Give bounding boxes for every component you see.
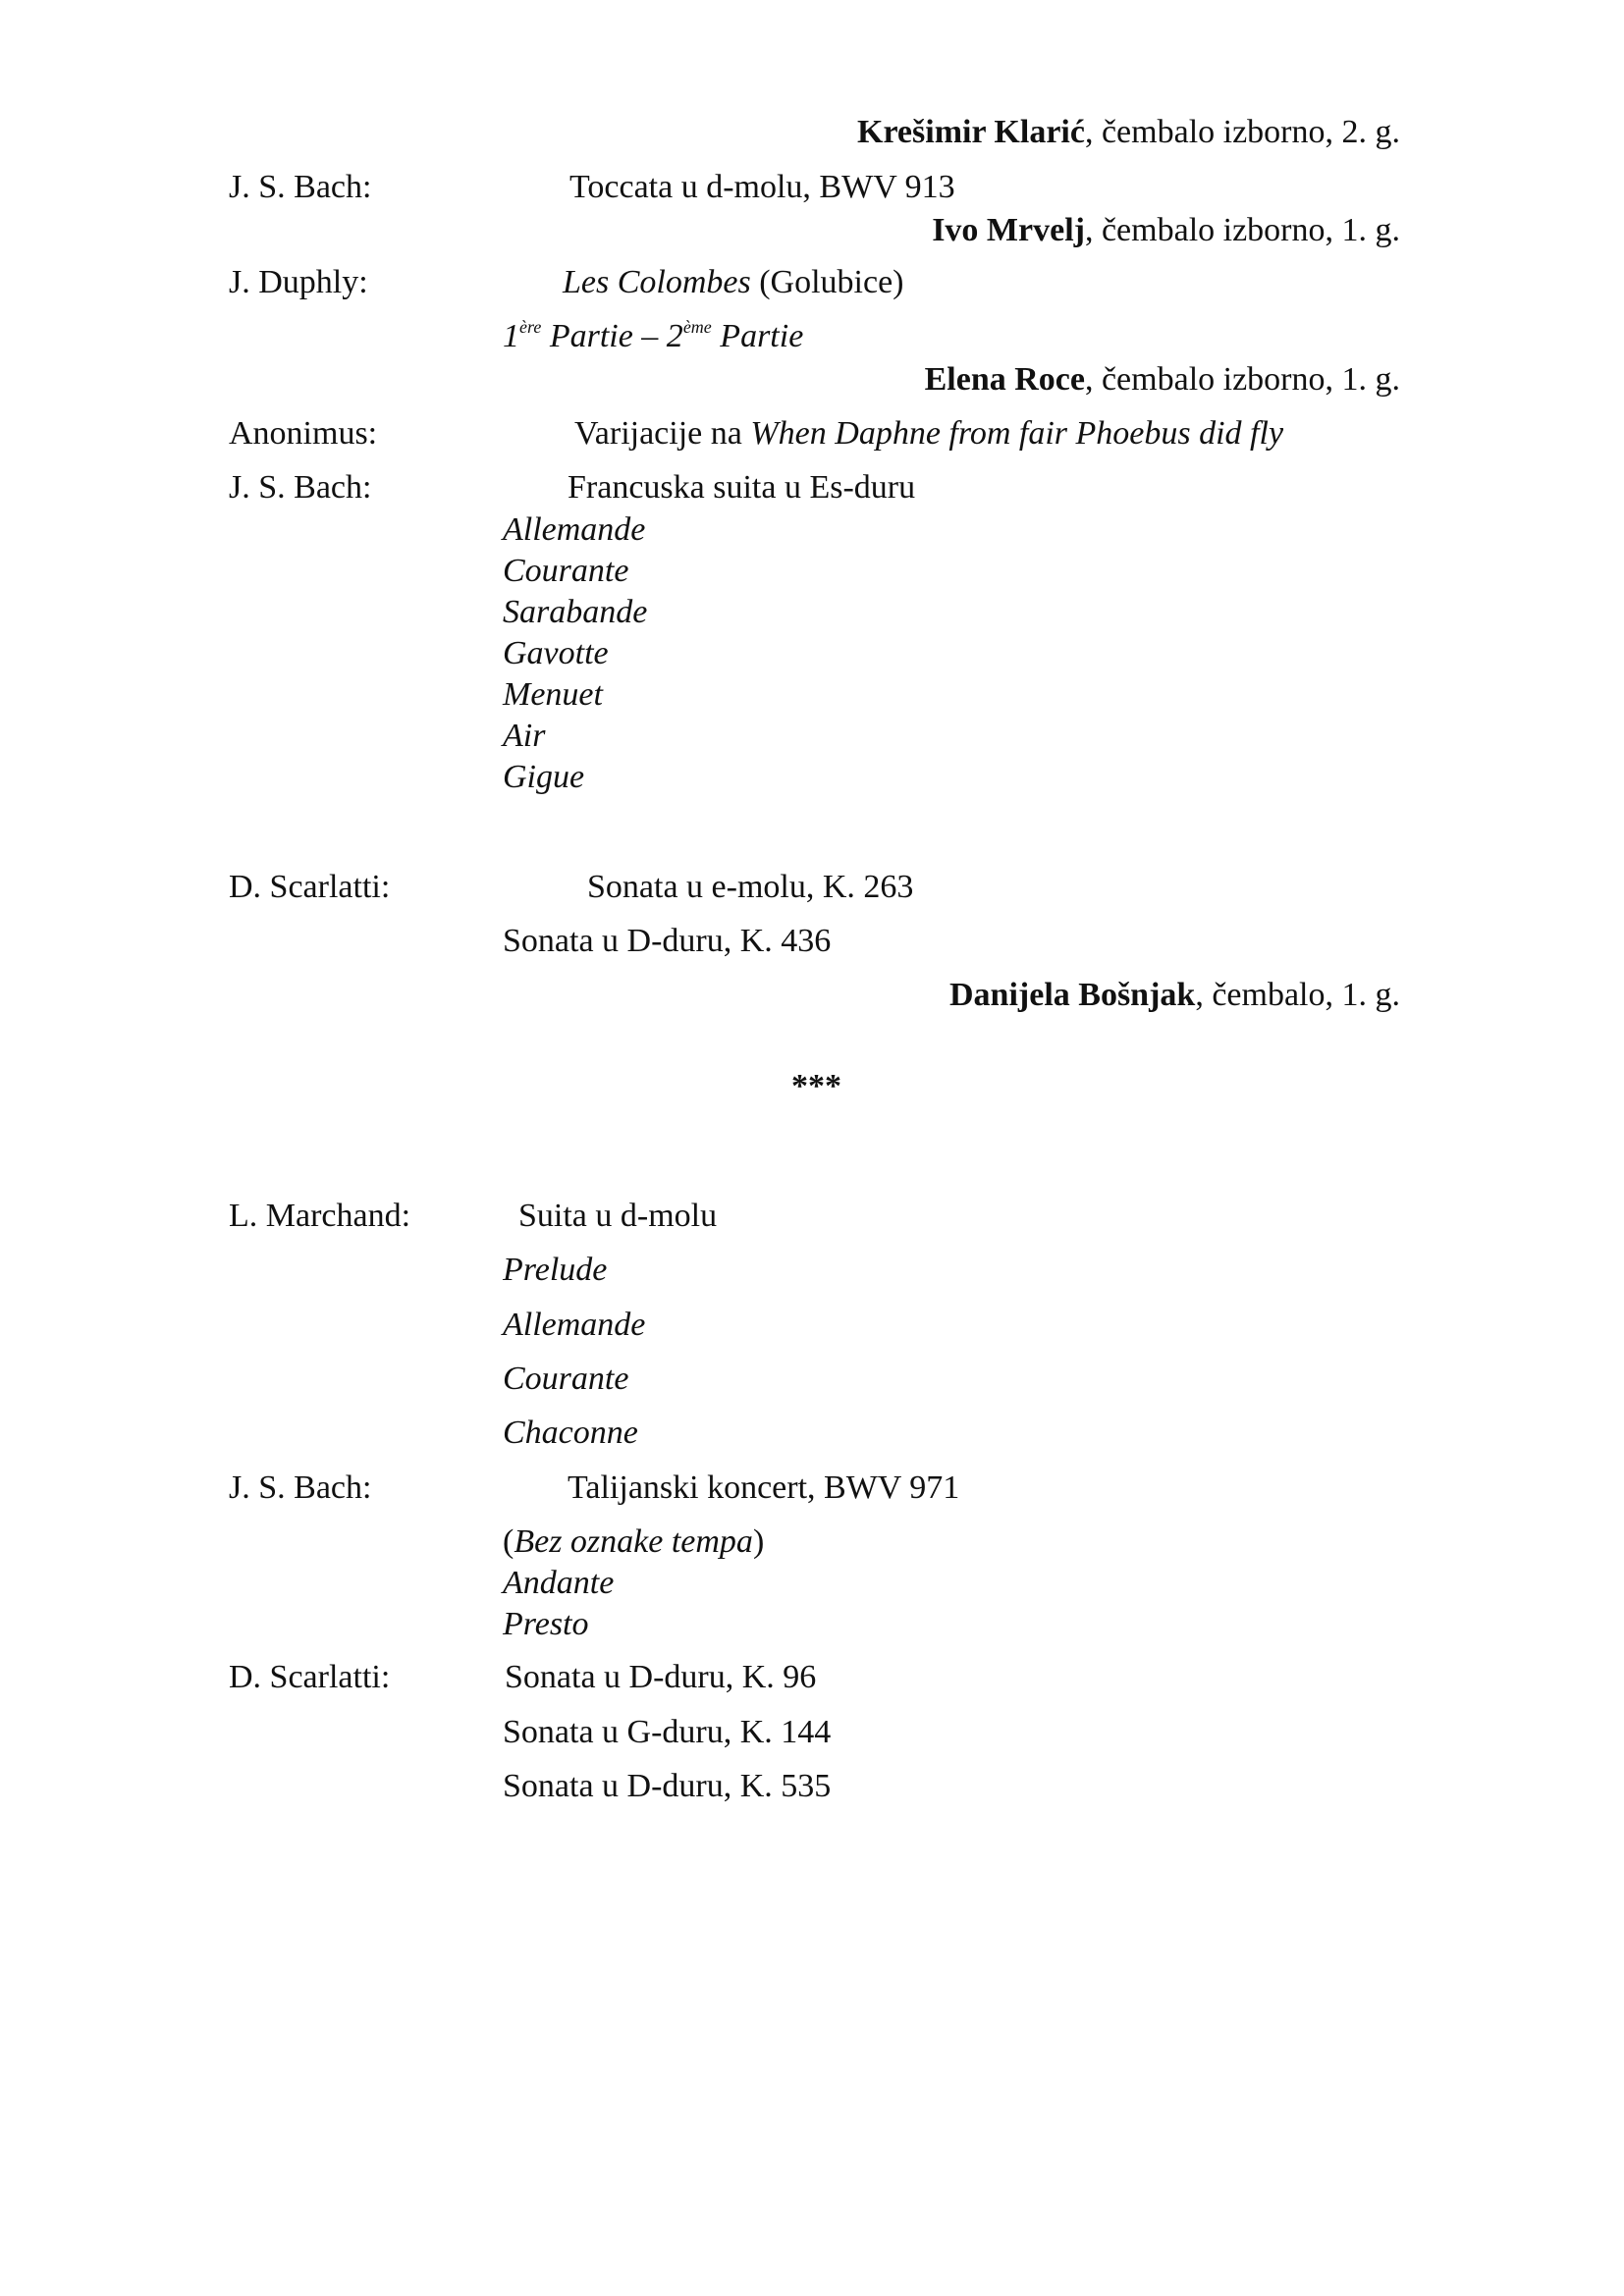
work-title: Francuska suita u Es-duru <box>568 469 916 506</box>
performer-info: , čembalo izborno, 2. g. <box>1084 114 1400 150</box>
performer-line <box>949 979 1400 1012</box>
partie-number: 1 <box>503 318 519 354</box>
movement-line <box>503 317 804 354</box>
movement: Allemande <box>503 1307 646 1343</box>
work-title-italic: When Daphne from fair Phoebus did fly <box>750 415 1284 452</box>
movement: Air <box>503 718 546 754</box>
work-title-italic: Les Colombes <box>563 264 751 300</box>
work-title: Sonata u G-duru, K. 144 <box>503 1714 832 1750</box>
movement: Gigue <box>503 759 585 795</box>
movement: Andante <box>503 1565 615 1601</box>
composer-name: J. S. Bach: <box>229 169 372 205</box>
work-title: Talijanski koncert, BWV 971 <box>568 1469 960 1506</box>
movement: Allemande <box>503 511 646 548</box>
performer-line <box>925 363 1400 397</box>
work-title <box>563 266 904 299</box>
performer-name: Ivo Mrvelj <box>932 212 1085 248</box>
performer-name: Danijela Bošnjak <box>949 977 1196 1013</box>
composer-name: L. Marchand: <box>229 1198 411 1234</box>
performer-line <box>857 116 1400 149</box>
partie-text: Partie <box>711 318 804 354</box>
work-title-translation: (Golubice) <box>750 264 904 300</box>
work-title-prefix: Varijacije na <box>574 415 751 452</box>
performer-info: , čembalo izborno, 1. g. <box>1084 361 1400 398</box>
movement: Presto <box>503 1606 589 1642</box>
performer-name: Elena Roce <box>924 361 1085 398</box>
movement <box>503 1525 764 1559</box>
work-title: Sonata u e-molu, K. 263 <box>587 869 914 905</box>
movement: Courante <box>503 553 629 589</box>
partie-superscript: ère <box>519 317 542 337</box>
work-title: Toccata u d-molu, BWV 913 <box>569 169 955 205</box>
partie-superscript: ème <box>682 317 712 337</box>
performer-line <box>932 214 1400 247</box>
movement: Menuet <box>503 676 603 713</box>
composer-name: D. Scarlatti: <box>229 869 391 905</box>
composer-name: J. Duphly: <box>229 264 368 300</box>
work-title: Suita u d-molu <box>518 1198 718 1234</box>
partie-text: Partie – 2 <box>541 318 683 354</box>
movement-italic: Bez oznake tempa <box>514 1523 753 1560</box>
movement: Sarabande <box>503 594 648 630</box>
section-separator: *** <box>791 1068 841 1104</box>
movement: Prelude <box>503 1252 608 1288</box>
composer-name: D. Scarlatti: <box>229 1659 391 1695</box>
work-title: Sonata u D-duru, K. 436 <box>503 923 832 959</box>
performer-info: , čembalo, 1. g. <box>1195 977 1400 1013</box>
paren: ( <box>503 1523 514 1560</box>
performer-info: , čembalo izborno, 1. g. <box>1084 212 1400 248</box>
work-title: Sonata u D-duru, K. 535 <box>503 1768 832 1804</box>
movement: Courante <box>503 1361 629 1397</box>
movement: Chaconne <box>503 1415 638 1451</box>
work-title: Sonata u D-duru, K. 96 <box>505 1659 817 1695</box>
composer-name: J. S. Bach: <box>229 469 372 506</box>
movement: Gavotte <box>503 635 609 671</box>
composer-name: J. S. Bach: <box>229 1469 372 1506</box>
composer-name: Anonimus: <box>229 415 378 452</box>
performer-name: Krešimir Klarić <box>857 114 1085 150</box>
work-title <box>574 417 1283 451</box>
paren: ) <box>752 1523 765 1560</box>
